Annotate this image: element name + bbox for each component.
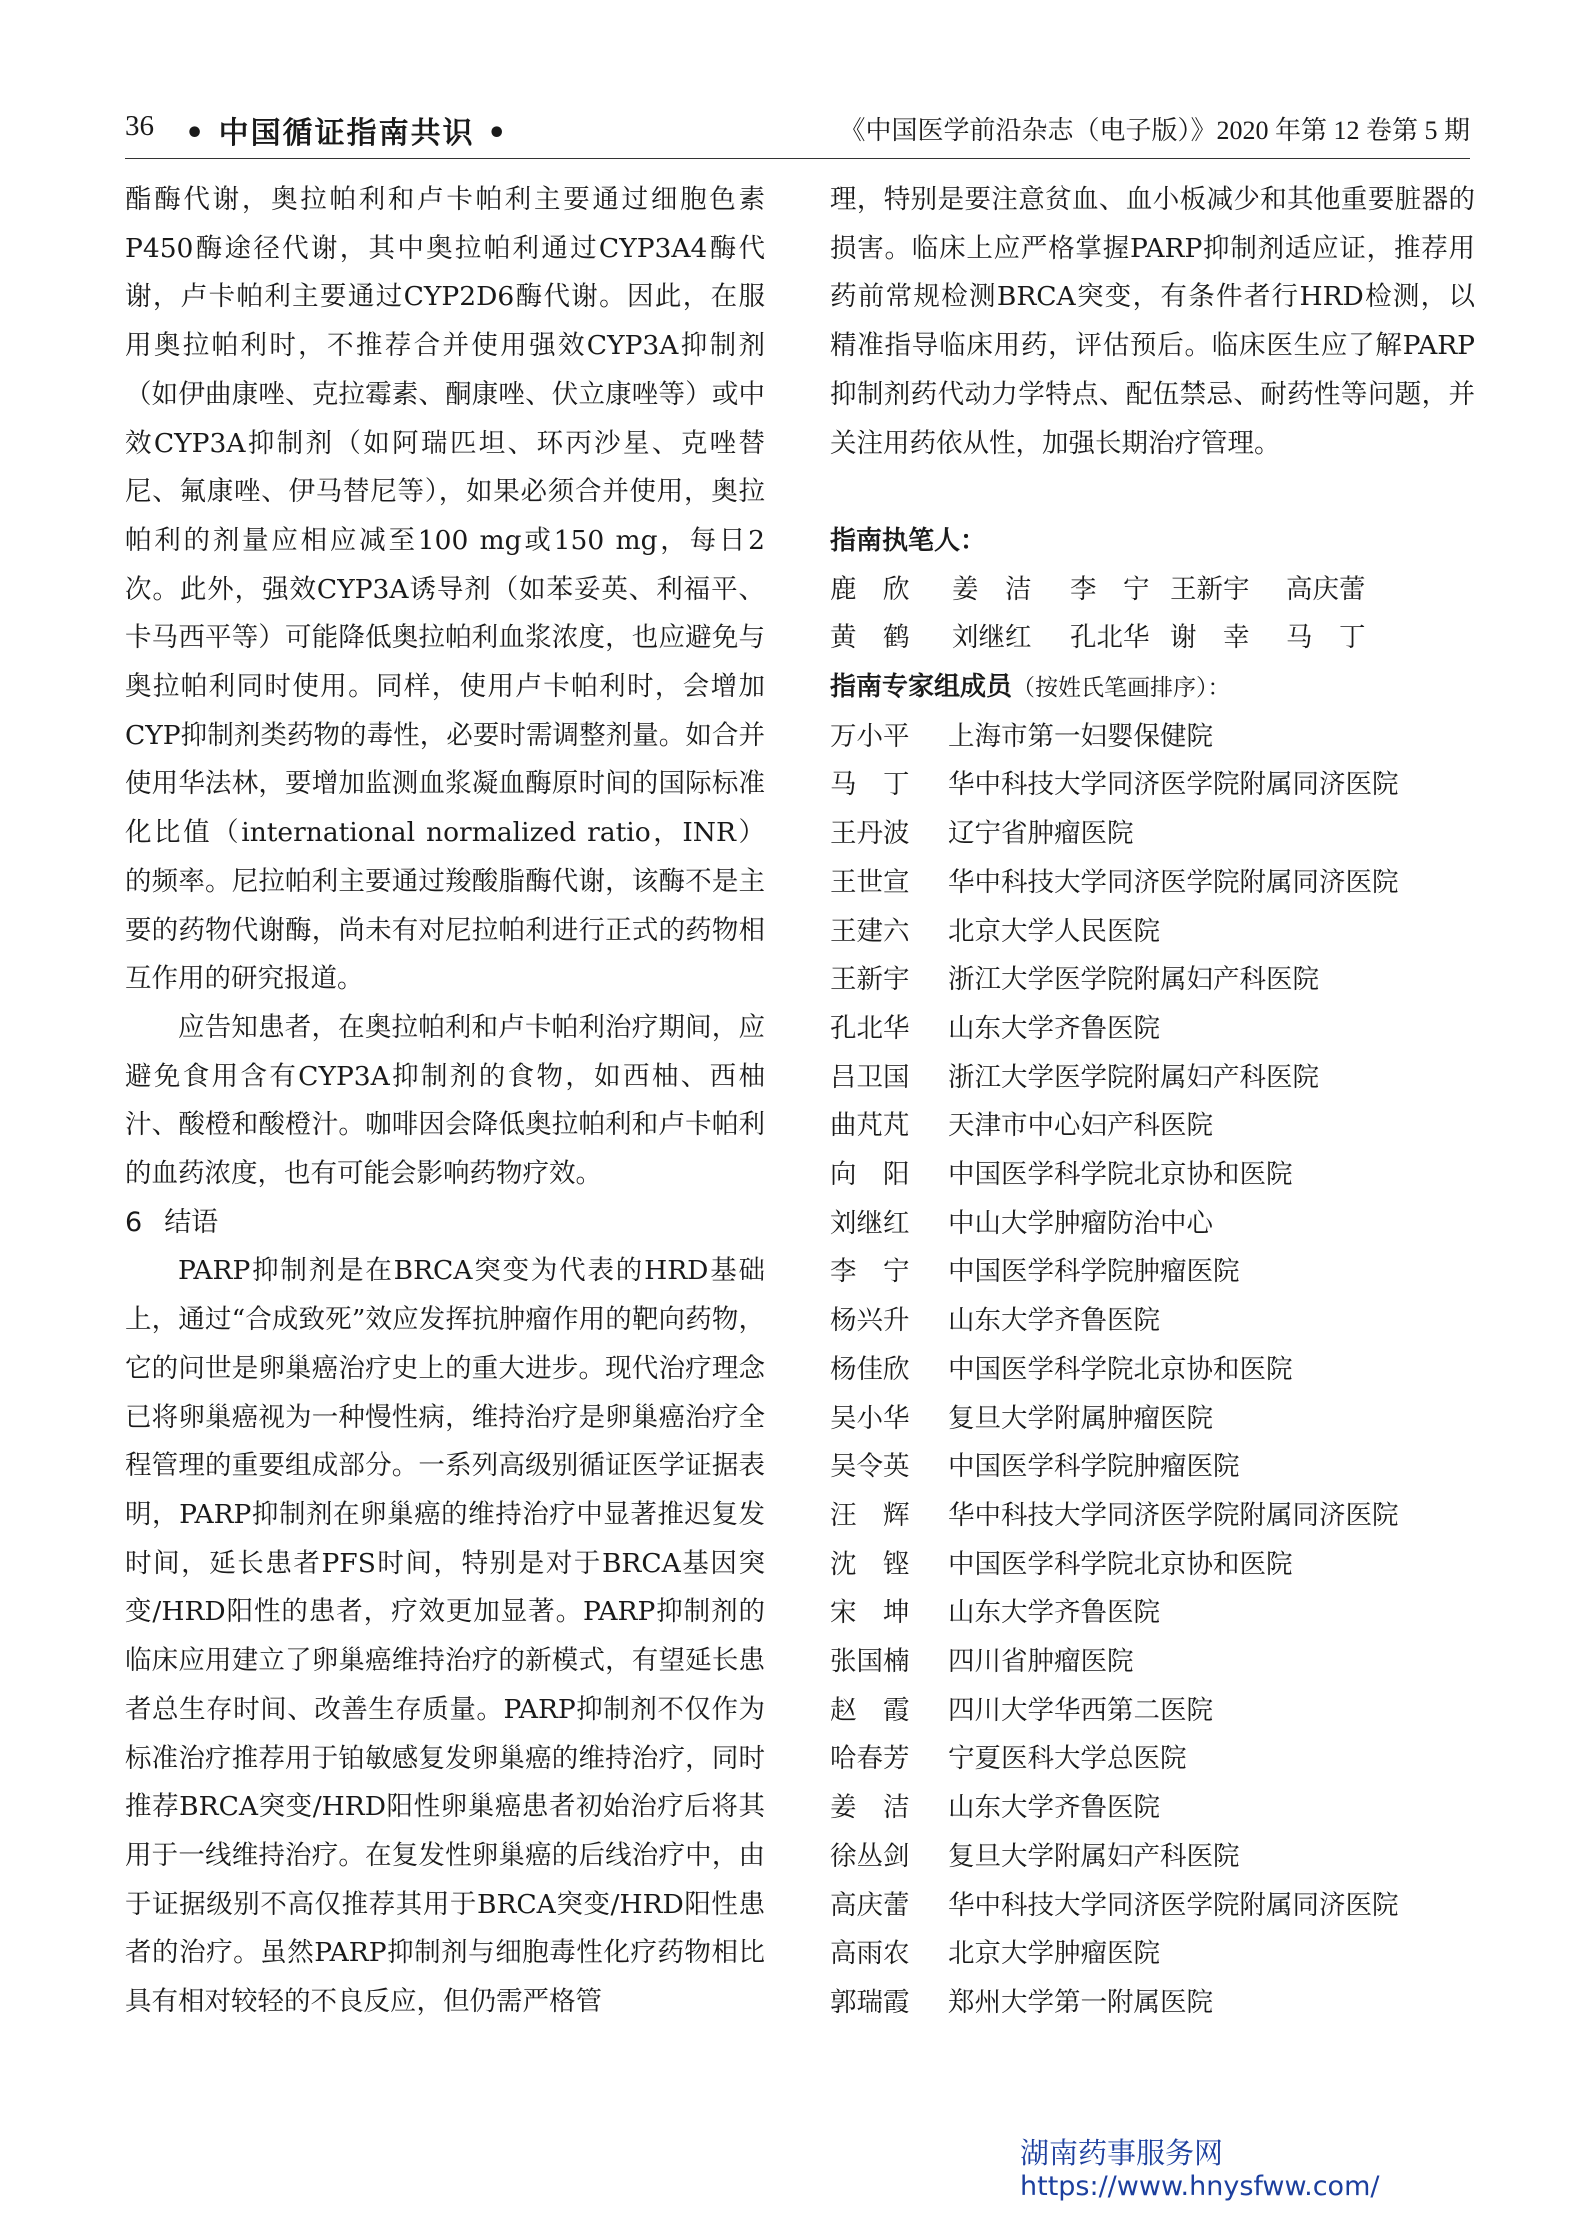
writer-name: 马 丁	[1286, 622, 1366, 654]
page-number: 36	[125, 110, 154, 142]
expert-name: 杨兴升	[830, 1305, 910, 1337]
expert-name: 马 丁	[830, 769, 910, 801]
expert-org: 浙江大学医学院附属妇产科医院	[948, 964, 1319, 996]
expert-org: 山东大学齐鲁医院	[948, 1597, 1160, 1629]
expert-row	[830, 1589, 1475, 1638]
section-heading-text: 结语	[164, 1206, 219, 1238]
watermark-url[interactable]: https://www.hnysfww.com/	[1020, 2171, 1380, 2202]
expert-org: 华中科技大学同济医学院附属同济医院	[948, 1499, 1399, 1531]
watermark-site-name: 湖南药事服务网	[1020, 2136, 1224, 2170]
writer-name: 黄 鹤	[830, 622, 910, 654]
expert-row	[830, 1395, 1475, 1444]
expert-org: 复旦大学附属妇产科医院	[948, 1840, 1240, 1872]
expert-name: 张国楠	[830, 1646, 910, 1678]
experts-title-text: 指南专家组成员	[830, 672, 1013, 703]
expert-org: 浙江大学医学院附属妇产科医院	[948, 1061, 1319, 1093]
expert-org: 中山大学肿瘤防治中心	[948, 1207, 1213, 1239]
journal-citation: 《中国医学前沿杂志（电子版）》2020 年第 12 卷第 5 期	[839, 116, 1470, 145]
writer-name: 王新宇	[1170, 573, 1250, 605]
expert-name: 高雨农	[830, 1938, 910, 1970]
expert-name: 宋 坤	[830, 1597, 910, 1629]
expert-row	[830, 859, 1475, 908]
expert-row	[830, 1930, 1475, 1979]
writer-name: 谢 幸	[1170, 622, 1250, 654]
spacer	[830, 468, 1475, 517]
expert-org: 郑州大学第一附属医院	[948, 1987, 1213, 2018]
expert-row	[830, 1735, 1475, 1784]
expert-name: 杨佳欣	[830, 1353, 910, 1385]
expert-row	[830, 1687, 1475, 1736]
expert-row	[830, 1248, 1475, 1297]
expert-row	[830, 713, 1475, 762]
writers-row	[830, 614, 1475, 663]
expert-name: 王建六	[830, 915, 910, 947]
expert-org: 复旦大学附属肿瘤医院	[948, 1402, 1213, 1434]
header-divider	[125, 158, 1470, 159]
expert-org: 北京大学人民医院	[948, 915, 1160, 947]
expert-row	[830, 1638, 1475, 1687]
expert-name: 王丹波	[830, 818, 910, 850]
expert-row	[830, 1297, 1475, 1346]
writer-name: 孔北华	[1070, 622, 1150, 654]
section-heading	[125, 1199, 765, 1248]
expert-name: 沈 铿	[830, 1548, 910, 1580]
expert-row	[830, 1833, 1475, 1882]
expert-row	[830, 761, 1475, 810]
experts-note: （按姓氏笔画排序）：	[1012, 675, 1231, 702]
expert-org: 中国医学科学院肿瘤医院	[948, 1451, 1240, 1483]
expert-name: 王世宣	[830, 866, 910, 898]
expert-row	[830, 1102, 1475, 1151]
expert-org: 中国医学科学院北京协和医院	[948, 1353, 1293, 1385]
expert-org: 北京大学肿瘤医院	[948, 1938, 1160, 1970]
expert-name: 哈春芳	[830, 1743, 910, 1775]
expert-name: 向 阳	[830, 1159, 910, 1191]
expert-name: 吴小华	[830, 1402, 910, 1434]
expert-row	[830, 1492, 1475, 1541]
expert-org: 山东大学齐鲁医院	[948, 1305, 1160, 1337]
expert-name: 吴令英	[830, 1451, 910, 1483]
expert-org: 四川省肿瘤医院	[948, 1646, 1134, 1678]
expert-name: 郭瑞霞	[830, 1987, 910, 2018]
body-paragraph: 理，特别是要注意贫血、血小板减少和其他重要脏器的损害。临床上应严格掌握PARP抑制剂适应证，推荐用药前常规检测BRCA突变，有条件者行HRD检测，以精准指导临床用药，评估预后。临床医生应了解PARP抑制剂药代动力学特点、配伍禁忌、耐药性等问题，并关注用药依从性，加强长期治疗管理。	[830, 184, 1475, 459]
expert-org: 中国医学科学院北京协和医院	[948, 1548, 1293, 1580]
writers-row	[830, 566, 1475, 615]
expert-name: 王新宇	[830, 964, 910, 996]
writer-name: 鹿 欣	[830, 573, 910, 605]
expert-row	[830, 1784, 1475, 1833]
expert-row	[830, 1346, 1475, 1395]
experts-list	[830, 713, 1475, 2028]
expert-row	[830, 1882, 1475, 1931]
right-column	[830, 176, 1475, 2028]
expert-name: 徐丛剑	[830, 1840, 910, 1872]
expert-row	[830, 1054, 1475, 1103]
expert-row	[830, 1541, 1475, 1590]
expert-org: 山东大学齐鲁医院	[948, 1012, 1160, 1044]
expert-row	[830, 1005, 1475, 1054]
expert-name: 曲芃芃	[830, 1110, 910, 1142]
expert-org: 中国医学科学院肿瘤医院	[948, 1256, 1240, 1288]
writer-name: 高庆蕾	[1286, 573, 1366, 605]
expert-org: 华中科技大学同济医学院附属同济医院	[948, 1889, 1399, 1921]
expert-org: 上海市第一妇婴保健院	[948, 720, 1213, 752]
expert-org: 天津市中心妇产科医院	[948, 1110, 1213, 1142]
expert-row	[830, 908, 1475, 957]
body-paragraph: 酯酶代谢，奥拉帕利和卢卡帕利主要通过细胞色素P450酶途径代谢，其中奥拉帕利通过CYP3A4酶代谢，卢卡帕利主要通过CYP2D6酶代谢。因此，在服用奥拉帕利时，不推荐合并使用强效CYP3A抑制剂（如伊曲康唑、克拉霉素、酮康唑、伏立康唑等）或中效CYP3A抑制剂（如阿瑞匹坦、环丙沙星、克唑替尼、氟康唑、伊马替尼等），如果必须合并使用，奥拉帕利的剂量应相应减至100 mg或150 mg，每日2次。此外，强效CYP3A诱导剂（如苯妥英、利福平、卡马西平等）可能降低奥拉帕利血浆浓度，也应避免与奥拉帕利同时使用。同样，使用卢卡帕利时，会增加CYP抑制剂类药物的毒性，必要时需调整剂量。如合并使用华法林，要增加监测血浆凝血酶原时间的国际标准化比值（international normalized ratio，INR）的频率。尼拉帕利主要通过羧酸脂酶代谢，该酶不是主要的药物代谢酶，尚未有对尼拉帕利进行正式的药物相互作用的研究报道。	[125, 184, 765, 995]
section-title: • 中国循证指南共识 •	[185, 116, 509, 151]
left-column	[125, 176, 765, 2027]
expert-name: 姜 洁	[830, 1792, 910, 1824]
body-paragraph: 应告知患者，在奥拉帕利和卢卡帕利治疗期间，应避免食用含有CYP3A抑制剂的食物，如西柚、西柚汁、酸橙和酸橙汁。咖啡因会降低奥拉帕利和卢卡帕利的血药浓度，也有可能会影响药物疗效。	[125, 1011, 765, 1190]
expert-name: 孔北华	[830, 1012, 910, 1044]
expert-row	[830, 956, 1475, 1005]
expert-org: 辽宁省肿瘤医院	[948, 818, 1134, 850]
expert-org: 中国医学科学院北京协和医院	[948, 1159, 1293, 1191]
expert-org: 山东大学齐鲁医院	[948, 1792, 1160, 1824]
expert-name: 李 宁	[830, 1256, 910, 1288]
expert-org: 华中科技大学同济医学院附属同济医院	[948, 769, 1399, 801]
expert-name: 高庆蕾	[830, 1889, 910, 1921]
writer-name: 李 宁	[1070, 573, 1150, 605]
expert-row	[830, 1151, 1475, 1200]
expert-name: 汪 辉	[830, 1499, 910, 1531]
body-paragraph: PARP抑制剂是在BRCA突变为代表的HRD基础上，通过“合成致死”效应发挥抗肿瘤作用的靶向药物，它的问世是卵巢癌治疗史上的重大进步。现代治疗理念已将卵巢癌视为一种慢性病，维持治疗是卵巢癌治疗全程管理的重要组成部分。一系列高级别循证医学证据表明，PARP抑制剂在卵巢癌的维持治疗中显著推迟复发时间，延长患者PFS时间，特别是对于BRCA基因突变/HRD阳性的患者，疗效更加显著。PARP抑制剂的临床应用建立了卵巢癌维持治疗的新模式，有望延长患者总生存时间、改善生存质量。PARP抑制剂不仅作为标准治疗推荐用于铂敏感复发卵巢癌的维持治疗，同时推荐BRCA突变/HRD阳性卵巢癌患者初始治疗后将其用于一线维持治疗。在复发性卵巢癌的后线治疗中，由于证据级别不高仅推荐其用于BRCA突变/HRD阳性患者的治疗。虽然PARP抑制剂与细胞毒性化疗药物相比具有相对较轻的不良反应，但仍需严格管	[125, 1255, 765, 2018]
site-watermark	[1020, 2136, 1440, 2204]
writer-name: 刘继红	[952, 622, 1032, 654]
section-number: 6	[125, 1206, 143, 1238]
expert-row	[830, 810, 1475, 859]
expert-name: 吕卫国	[830, 1061, 910, 1093]
experts-title	[830, 663, 1475, 713]
expert-name: 万小平	[830, 720, 910, 752]
expert-row	[830, 1979, 1475, 2028]
page-header	[125, 106, 1470, 158]
writer-name: 姜 洁	[952, 573, 1032, 605]
expert-org: 华中科技大学同济医学院附属同济医院	[948, 866, 1399, 898]
expert-org: 四川大学华西第二医院	[948, 1694, 1213, 1726]
expert-org: 宁夏医科大学总医院	[948, 1743, 1187, 1775]
writers-title: 指南执笔人：	[830, 525, 987, 556]
expert-name: 刘继红	[830, 1207, 910, 1239]
expert-row	[830, 1443, 1475, 1492]
expert-row	[830, 1200, 1475, 1249]
expert-name: 赵 霞	[830, 1694, 910, 1726]
